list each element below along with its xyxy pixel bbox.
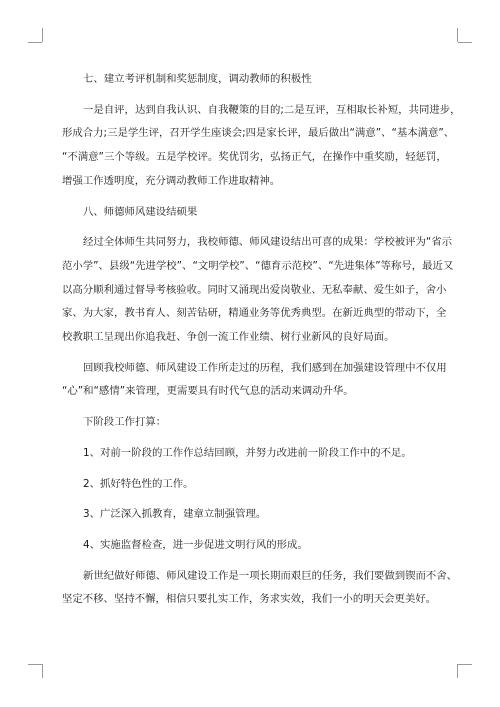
crop-mark-top-right-v [457, 28, 458, 42]
section-heading-8 [62, 201, 452, 225]
text-line: 4、实施监督检查，进一步促进文明行风的形成。 [83, 538, 308, 551]
crop-mark-top-right-h [458, 42, 472, 43]
paragraph-conclusion [62, 565, 458, 612]
text-line: 以高分顺利通过督导考核验收。同时又涌现出爱岗敬业、无私奉献、爱生如子，舍小 [62, 283, 447, 296]
text-line: 下阶段工作打算： [83, 416, 167, 429]
text-line: 新世纪做好师德、师风建设工作是一项长期而艰巨的任务，我们要做到锲而不舍、 [83, 569, 458, 582]
text-line: 八、师德师风建设结硕果 [83, 205, 198, 218]
crop-mark-top-left-h [28, 42, 42, 43]
text-line: 范小学”、县级“先进学校”、“文明学校”、“德育示范校”、“先进集体”等称号，最近又 [62, 259, 454, 272]
paragraph-next-plan-heading [62, 411, 452, 435]
text-line: 校教职工呈现出你追我赶、争创一流工作业绩、树行业新风的良好局面。 [62, 331, 395, 344]
text-line: 形成合力;三是学生评，召开学生座谈会;四是家长评，最后做出“满意”、“基本满意”、 [62, 127, 455, 140]
plan-item-1 [62, 442, 452, 466]
text-line: 经过全体师生共同努力，我校师德、师风建设结出可喜的成果：学校被评为“省示 [83, 236, 453, 249]
text-line: “心”和“感情”来管理，更需要具有时代气息的活动来调动升华。 [62, 385, 354, 398]
text-line: 家、为大家，教书育人、刻苦钻研，精通业务等优秀典型。在新近典型的带动下，全 [62, 307, 447, 320]
crop-mark-top-left-v [42, 28, 43, 42]
text-line: 3、广泛深入抓教育，建章立制强管理。 [83, 508, 267, 521]
paragraph-review [62, 357, 452, 404]
plan-item-4 [62, 534, 452, 558]
text-line: 坚定不移、坚持不懈，相信只要扎实工作，务求实效，我们一小的明天会更美好。 [62, 593, 437, 606]
text-line: 七、建立考评机制和奖惩制度，调动教师的积极性 [83, 73, 312, 85]
paragraph-evaluation [62, 99, 461, 194]
document-body [62, 68, 461, 612]
text-line: 2、抓好特色性的工作。 [83, 477, 194, 490]
plan-item-2 [62, 473, 452, 497]
plan-item-3 [62, 503, 452, 527]
crop-mark-bottom-left-h [28, 664, 42, 665]
text-line: 回顾我校师德、师风建设工作所走过的历程，我们感到在加强建设管理中不仅用 [83, 361, 447, 374]
paragraph-achievements [62, 231, 452, 350]
section-heading-7 [62, 68, 452, 92]
text-line: 增强工作透明度，充分调动教师工作进取精神。 [62, 174, 281, 187]
crop-mark-bottom-right-h [458, 664, 472, 665]
crop-mark-bottom-right-v [457, 664, 458, 678]
text-line: 1、对前一阶段的工作作总结回顾，并努力改进前一阶段工作中的不足。 [83, 446, 412, 459]
crop-mark-bottom-left-v [42, 664, 43, 678]
text-line: 一是自评，达到自我认识、自我鞭策的目的;二是互评，互相取长补短，共同进步， [83, 103, 461, 116]
text-line: “不满意”三个等级。五是学校评。奖优罚劣，弘扬正气，在操作中重奖励，轻惩罚， [62, 151, 447, 164]
